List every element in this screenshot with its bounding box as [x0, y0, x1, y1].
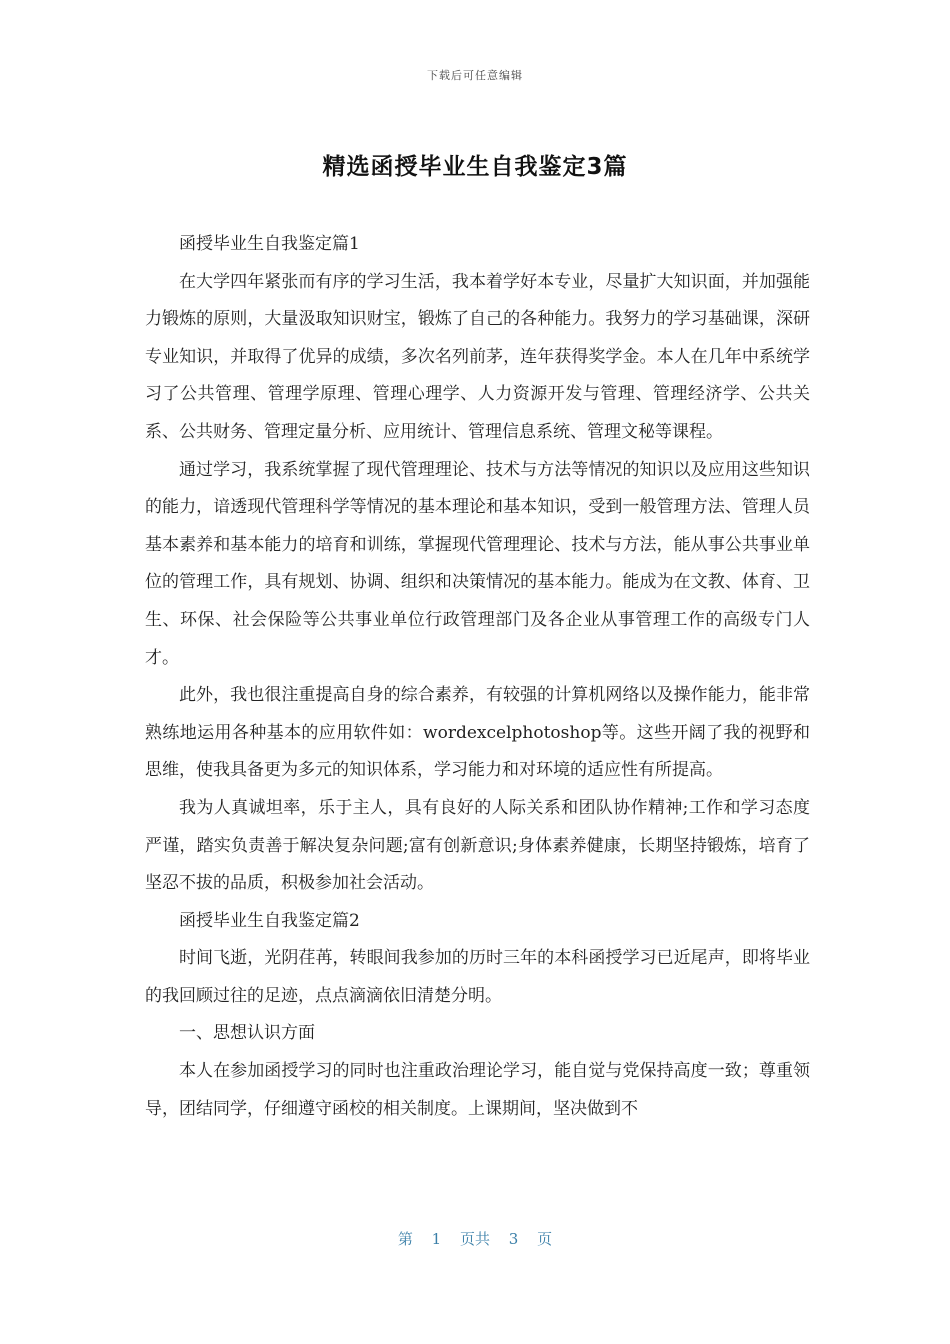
footer-word-of: 页共 — [459, 1230, 490, 1248]
page-number-footer — [0, 1228, 950, 1249]
footer-current-page: 1 — [431, 1230, 442, 1248]
footer-word-page: 第 — [397, 1230, 413, 1248]
document-title: 精选函授毕业生自我鉴定3篇 — [322, 154, 628, 180]
paragraph: 此外，我也很注重提高自身的综合素养，有较强的计算机网络以及操作能力，能非常熟练地运用各种基本的应用软件如：wordexcelphotoshop等。这些开阔了我的视野和思维，使我具备更为多元的知识体系，学习能力和对环境的适应性有所提高。 — [145, 685, 810, 781]
paragraph: 我为人真诚坦率，乐于主人，具有良好的人际关系和团队协作精神;工作和学习态度严谨，踏实负责善于解决复杂问题;富有创新意识;身体素养健康，长期坚持锻炼，培育了坚忍不拔的品质，积极参加社会活动。 — [145, 797, 810, 894]
document-body — [145, 226, 810, 1128]
section-heading-1: 函授毕业生自我鉴定篇1 — [179, 234, 360, 254]
page-header-note: 下载后可任意编辑 — [427, 69, 523, 82]
subsection-heading: 一、思想认识方面 — [179, 1023, 315, 1044]
footer-word-suffix: 页 — [537, 1230, 553, 1248]
section-heading-2: 函授毕业生自我鉴定篇2 — [179, 910, 360, 931]
paragraph: 在大学四年紧张而有序的学习生活，我本着学好本专业，尽量扩大知识面，并加强能力锻炼的原则，大量汲取知识财宝，锻炼了自己的各种能力。我努力的学习基础课，深研专业知识，并取得了优异的成绩，多次名列前茅，连年获得奖学金。本人在几年中系统学习了公共管理、管理学原理、管理心理学、人力资源开发与管理、管理经济学、公共关系、公共财务、管理定量分析、应用统计、管理信息系统、管理文秘等课程。 — [145, 271, 810, 442]
paragraph: 通过学习，我系统掌握了现代管理理论、技术与方法等情况的知识以及应用这些知识的能力，谙透现代管理科学等情况的基本理论和基本知识，受到一般管理方法、管理人员基本素养和基本能力的培育和训练，掌握现代管理理论、技术与方法，能从事公共事业单位的管理工作，具有规划、协调、组织和决策情况的基本能力。能成为在文教、体育、卫生、环保、社会保险等公共事业单位行政管理部门及各企业从事管理工作的高级专门人才。 — [145, 459, 810, 668]
footer-total-pages: 3 — [508, 1230, 519, 1248]
paragraph: 本人在参加函授学习的同时也注重政治理论学习，能自觉与党保持高度一致；尊重领导，团结同学，仔细遵守函校的相关制度。上课期间，坚决做到不 — [145, 1061, 810, 1119]
paragraph: 时间飞逝，光阴荏苒，转眼间我参加的历时三年的本科函授学习已近尾声，即将毕业的我回顾过往的足迹，点点滴滴依旧清楚分明。 — [145, 948, 810, 1006]
